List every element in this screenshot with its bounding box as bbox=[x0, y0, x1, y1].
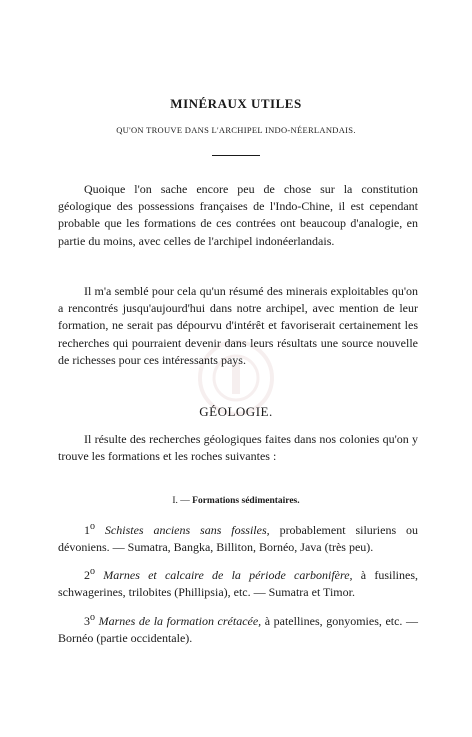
intro-paragraph-1: Quoique l'on sache encore peu de chose sur la constitution géologique des possessions françaises de l'Indo-Chine, il est cependant probable que les formations de ces contrées ont beaucoup d'analogie, en partie du moins, avec celles de l'archipel indonéerlandais. bbox=[58, 182, 418, 248]
item-number: 3 bbox=[84, 614, 90, 628]
item-number-sup: o bbox=[90, 612, 95, 623]
section-paragraph: Il résulte des recherches géologiques faites dans nos colonies qu'on y trouve les formations et les roches suivantes : bbox=[58, 432, 418, 464]
subsection-label: Formations sédimentaires. bbox=[192, 496, 300, 506]
item-number-sup: o bbox=[90, 566, 95, 577]
intro-paragraph-2: Il m'a semblé pour cela qu'un résumé des minerais exploitables qu'on a rencontrés jusqu'aujourd'hui dans notre archipel, avec mention de leur formation, ne serait pas dépourvu d'intérêt et favoriserait certainement les recherches qui pourraient devenir dans leurs résultats une source nouvelle de richesses pour ces intéressants pays. bbox=[58, 284, 418, 367]
item-text: à fusilines, schwagerines, trilobites (Phillipsia), etc. — Sumatra et Timor. bbox=[58, 568, 418, 600]
list-item bbox=[58, 609, 418, 647]
item-italic: Marnes et calcaire de la période carbonifère, bbox=[103, 568, 353, 582]
item-number: 2 bbox=[84, 568, 90, 582]
title-rule bbox=[212, 155, 260, 156]
subsection-number: I. — bbox=[172, 496, 190, 506]
item-italic: Marnes de la formation crétacée, bbox=[98, 614, 262, 628]
item-number: 1 bbox=[84, 523, 90, 537]
subsection-heading bbox=[0, 496, 472, 506]
item-text: probablement siluriens ou dévoniens. — Sumatra, Bangka, Billiton, Bornéo, Java (très peu). bbox=[58, 523, 419, 555]
item-italic: Schistes anciens sans fossiles, bbox=[104, 523, 270, 537]
list-item bbox=[58, 563, 418, 601]
item-number-sup: o bbox=[90, 521, 95, 532]
list-item bbox=[58, 518, 418, 556]
page-subtitle: QU'ON TROUVE DANS L'ARCHIPEL INDO-NÉERLANDAIS. bbox=[116, 125, 356, 135]
item-text: à patellines, gonyomies, etc. — Bornéo (partie occidentale). bbox=[58, 614, 419, 646]
page-title: MINÉRAUX UTILES bbox=[170, 96, 302, 111]
section-heading: GÉOLOGIE. bbox=[199, 404, 273, 419]
